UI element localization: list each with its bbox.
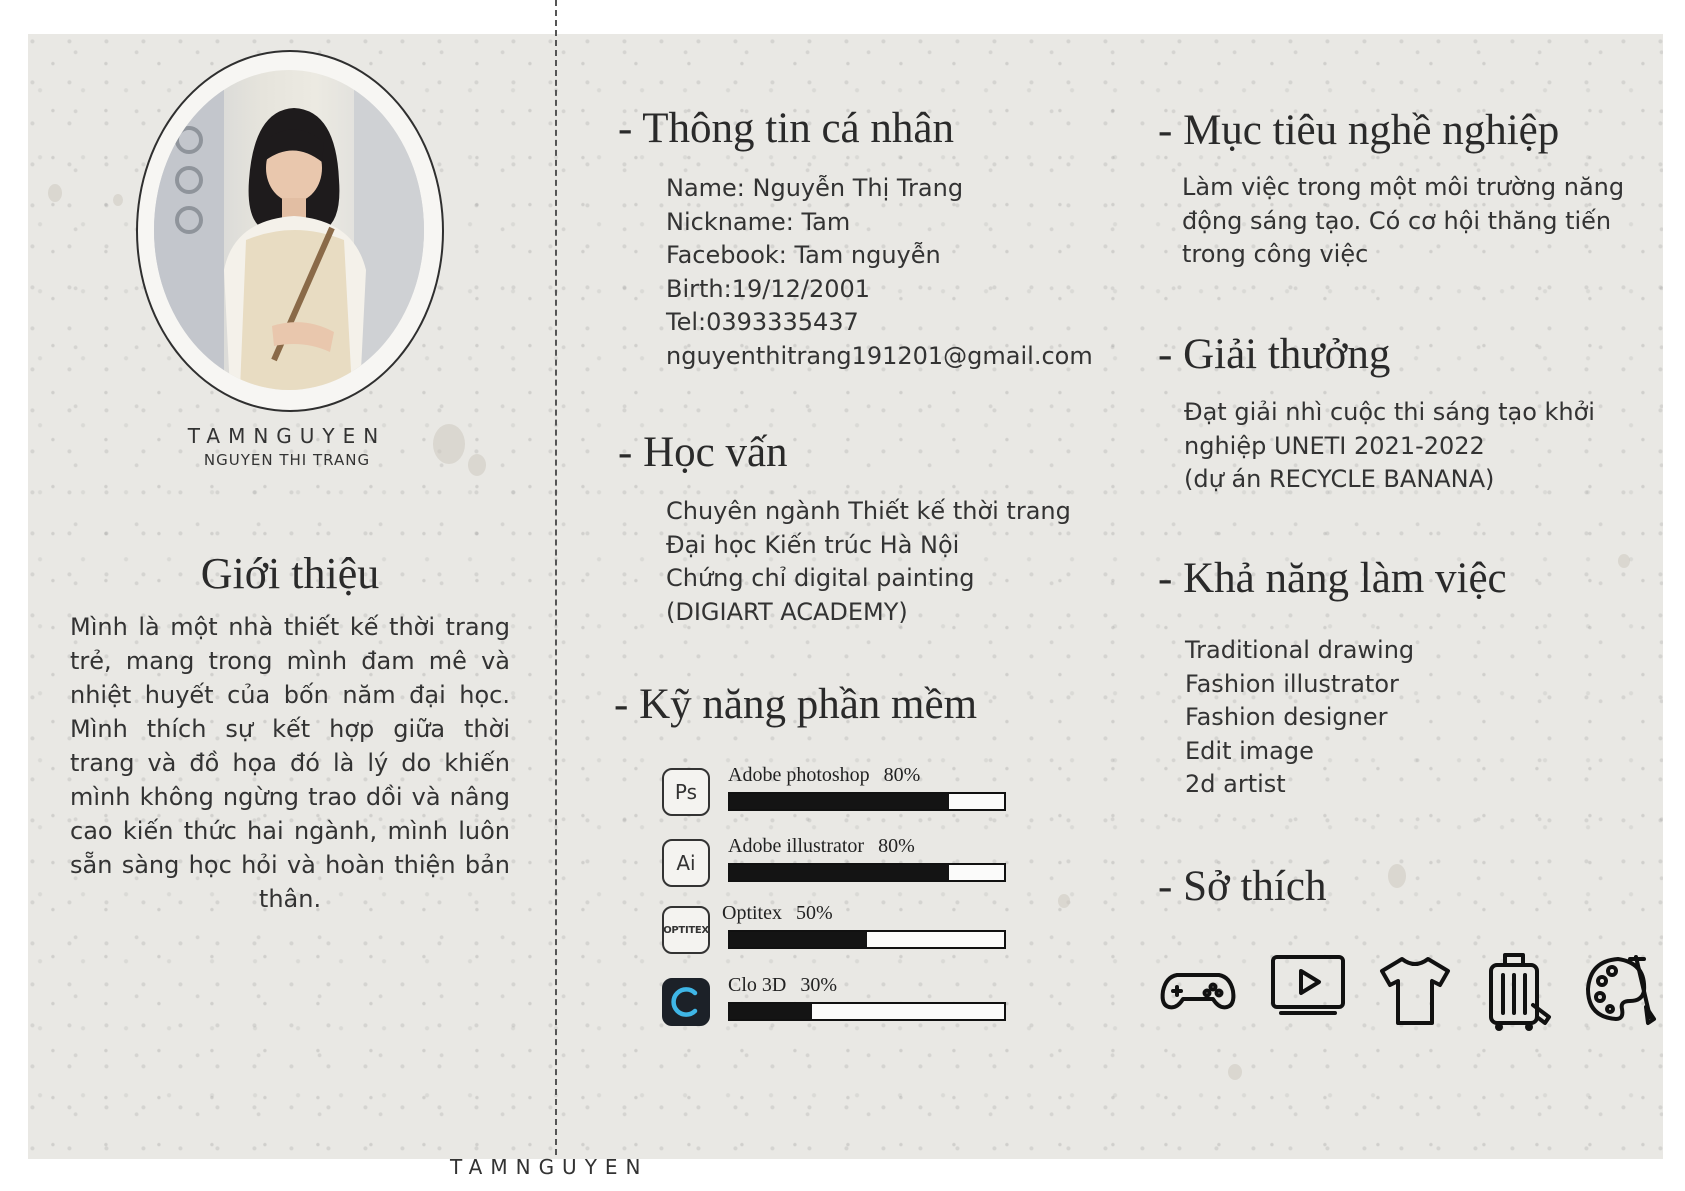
skill-bar-fill — [730, 794, 949, 809]
skill-illustrator — [662, 833, 1022, 893]
hobbies-title: - Sở thích — [1158, 863, 1327, 910]
work-ability-item: Fashion designer — [1185, 703, 1388, 731]
skill-name: Adobe illustrator — [728, 835, 865, 857]
profile-photo — [154, 70, 424, 390]
work-ability-list — [1185, 634, 1414, 802]
awards-line: (dự án RECYCLE BANANA) — [1184, 465, 1495, 493]
skill-percent: 80% — [878, 835, 915, 857]
skill-bar — [728, 792, 1006, 811]
skill-bar — [728, 930, 1006, 949]
skill-bar-fill — [730, 932, 867, 947]
work-ability-item: Traditional drawing — [1185, 636, 1415, 664]
education-certificate: Chứng chỉ digital painting — [666, 564, 975, 592]
photoshop-icon: Ps — [662, 768, 710, 816]
profile-photo-illustration — [154, 70, 424, 390]
illustrator-icon: Ai — [662, 839, 710, 887]
skill-bar-fill — [730, 1004, 812, 1019]
career-goal-line: động sáng tạo. Có cơ hội thăng tiến — [1182, 206, 1612, 235]
personal-nickname: Nickname: Tam — [666, 207, 851, 236]
full-name: NGUYEN THI TRANG — [203, 451, 371, 469]
skill-percent: 50% — [796, 902, 833, 924]
footer-brand: TAMNGUYEN — [450, 1155, 649, 1179]
skill-name: Adobe photoshop — [728, 764, 870, 786]
brand-name: TAMNGUYEN — [187, 424, 387, 448]
awards-title: - Giải thưởng — [1158, 331, 1391, 378]
clo3d-logo — [668, 984, 704, 1020]
skill-percent: 80% — [883, 764, 921, 786]
skill-photoshop — [662, 762, 1022, 822]
career-goal-line: trong công việc — [1182, 240, 1369, 268]
career-goal-text — [1182, 171, 1624, 272]
personal-name: Name: Nguyễn Thị Trang — [666, 174, 964, 202]
career-goal-title: - Mục tiêu nghề nghiệp — [1158, 107, 1560, 154]
work-ability-item: Edit image — [1185, 736, 1314, 765]
intro-text: Mình là một nhà thiết kế thời trang trẻ, mang trong mình đam mê và nhiệt huyết của bốn năm đại học. Mình thích sự kết hợp giữa thời trang và đồ họa đó là lý do khiến mình không ngừng trao dồi và nâng cao kiến thức hai ngành, mình luôn sẵn sàng học hỏi và hoàn thiện bản thân. — [70, 613, 510, 913]
gamepad-icon — [1155, 947, 1241, 1033]
optitex-icon: OPTITEX — [662, 906, 710, 954]
paint-palette-icon — [1578, 947, 1664, 1033]
career-goal-line: Làm việc trong một môi trường năng — [1182, 173, 1625, 201]
skill-bar — [728, 863, 1006, 882]
education-academy: (DIGIART ACADEMY) — [666, 597, 908, 626]
skill-percent: 30% — [800, 974, 838, 996]
awards-text — [1184, 396, 1595, 497]
fold-line — [555, 0, 557, 1155]
awards-line: nghiệp UNETI 2021-2022 — [1184, 431, 1485, 460]
clo3d-icon — [662, 978, 710, 1026]
skill-bar — [728, 1002, 1006, 1021]
education-title: - Học vấn — [618, 429, 788, 476]
personal-info-title: - Thông tin cá nhân — [618, 105, 954, 152]
work-ability-item: Fashion illustrator — [1185, 669, 1399, 698]
awards-line: Đạt giải nhì cuộc thi sáng tạo khởi — [1184, 398, 1595, 426]
personal-facebook: Facebook: Tam nguyễn — [666, 241, 941, 269]
skill-clo3d — [662, 972, 1022, 1032]
intro-title: Giới thiệu — [200, 549, 380, 598]
skill-name: Clo 3D — [728, 974, 787, 996]
personal-info-list — [666, 172, 1093, 373]
skill-name: Optitex — [722, 902, 782, 924]
education-major: Chuyên ngành Thiết kế thời trang — [666, 497, 1071, 525]
work-ability-item: 2d artist — [1185, 770, 1286, 798]
tshirt-icon — [1372, 947, 1458, 1033]
education-university: Đại học Kiến trúc Hà Nội — [666, 530, 960, 559]
education-list — [666, 495, 1071, 629]
video-play-icon — [1265, 947, 1351, 1033]
suitcase-icon — [1475, 947, 1561, 1033]
work-ability-title: - Khả năng làm việc — [1158, 555, 1507, 602]
personal-tel: Tel:0393335437 — [666, 308, 859, 336]
skill-optitex — [662, 900, 1022, 960]
skill-bar-fill — [730, 865, 949, 880]
personal-email: nguyenthitrang191201@gmail.com — [666, 341, 1093, 370]
software-title: - Kỹ năng phần mềm — [614, 681, 978, 728]
personal-birth: Birth:19/12/2001 — [666, 274, 871, 303]
